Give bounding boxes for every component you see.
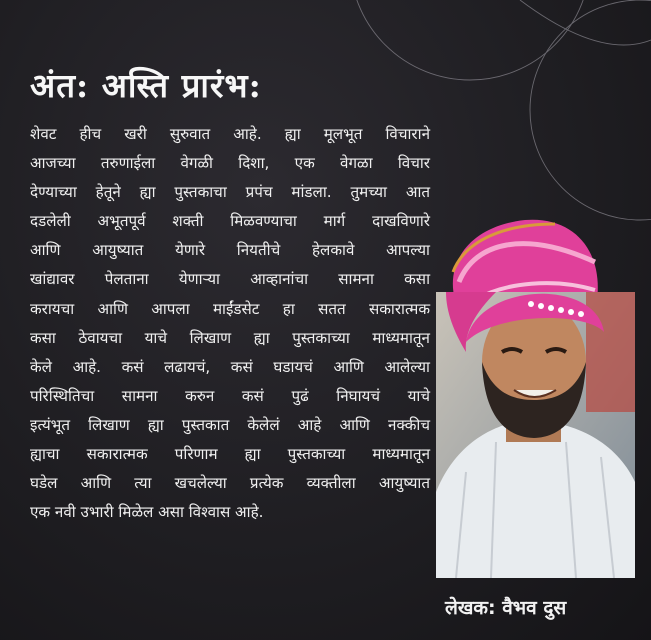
book-title: अंत: अस्ति प्रारंभ: [30,66,262,105]
blurb-line: करायचा आणि आपला माईंडसेट हा सतत सकारात्मक [30,299,430,318]
blurb-line: आजच्या तरुणाईला वेगळी दिशा, एक वेगळा विचार [30,154,430,173]
blurb-line: इत्यंभूत लिखाण ह्या पुस्तकात केलेलं आहे आणि नक्कीच [30,415,430,434]
blurb-line: खांद्यावर पेलताना येणाऱ्या आव्हानांचा सामना कसा [30,270,430,289]
blurb-line: आणि आयुष्यात येणारे नियतीचे हेलकावे आपल्या [30,241,430,260]
blurb-line: एक नवी उभारी मिळेल असा विश्वास आहे. [30,503,264,522]
blurb-line: घडेल आणि त्या खचलेल्या प्रत्येक व्यक्तीला आयुष्यात [30,474,430,493]
blurb-line: परिस्थितिचा सामना करुन कसं पुढं निघायचं याचे [30,386,430,405]
blurb-paragraph [30,120,430,527]
blurb-line: देण्याच्या हेतूने ह्या पुस्तकाचा प्रपंच मांडला. तुमच्या आत [30,183,430,202]
blurb-line: ह्याचा सकारात्मक परिणाम ह्या पुस्तकाच्या माध्यमातून [30,445,430,464]
blurb-line: शेवट हीच खरी सुरुवात आहे. ह्या मूलभूत विचाराने [30,125,430,143]
author-credit: लेखक: वैभव दुस [445,597,567,619]
turban-top-illustration [445,212,605,302]
blurb-line: दडलेली अभूतपूर्व शक्ती मिळवण्याचा मार्ग दाखविणारे [30,212,430,231]
author-photo [436,292,635,578]
blurb-line: केले आहे. कसं लढायचं, कसं घडायचं आणि आलेल्या [30,357,430,376]
blurb-line: कसा ठेवायचा याचे लिखाण ह्या पुस्तकाच्या माध्यमातून [30,328,430,347]
